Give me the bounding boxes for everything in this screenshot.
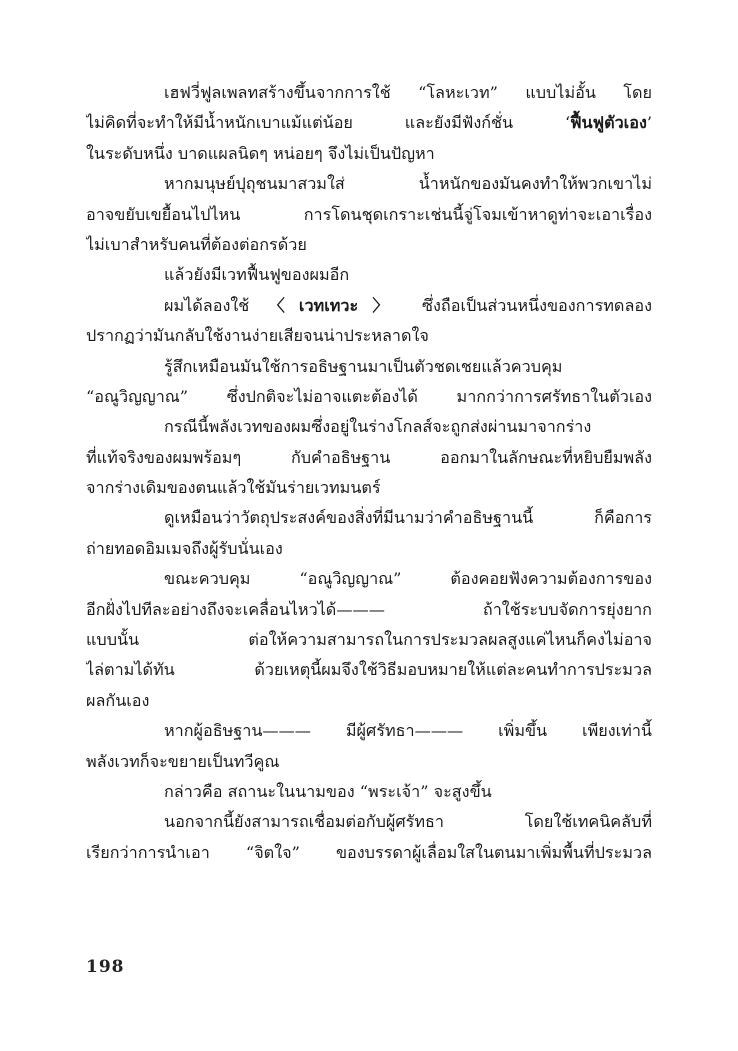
text-segment: ที่แท้จริงของผมพร้อมๆ กับคำอธิษฐาน ออกมาในลักษณะที่หยิบยืมพลัง xyxy=(86,447,652,467)
text-segment: กรณีนี้พลังเวทของผมซึ่งอยู่ในร่างโกลส์จะถูกส่งผ่านมาจากร่าง xyxy=(164,417,592,437)
book-page-body xyxy=(86,78,652,868)
text-segment: รู้สึกเหมือนมันใช้การอธิษฐานมาเป็นตัวชดเชยแล้วควบคุม xyxy=(164,356,563,376)
text-segment: หากผู้อธิษฐาน——— มีผู้ศรัทธา——— เพิ่มขึ้น เพียงเท่านี้ xyxy=(164,721,652,741)
text-line xyxy=(86,838,652,868)
text-segment: ในระดับหนึ่ง บาดแผลนิดๆ หน่อยๆ จึงไม่เป็นปัญหา xyxy=(86,143,435,163)
text-segment: ถ่ายทอดอิมเมจถึงผู้รับนั่นเอง xyxy=(86,538,283,558)
emphasized-text: 〈เวทเทวะ〉 xyxy=(268,295,403,315)
text-line xyxy=(86,321,652,351)
text-line xyxy=(86,534,652,564)
text-segment: หากมนุษย์ปุถุชนมาสวมใส่ น้ำหนักของมันคงทำให้พวกเขาไม่ xyxy=(164,174,652,194)
text-segment: จากร่างเดิมของตนแล้วใช้มันร่ายเวทมนตร์ xyxy=(86,478,381,498)
text-line xyxy=(86,78,652,108)
text-line xyxy=(86,564,652,594)
text-line xyxy=(86,807,652,837)
text-line xyxy=(86,716,652,746)
text-segment: ไล่ตามได้ทัน ด้วยเหตุนี้ผมจึงใช้วิธีมอบหมายให้แต่ละคนทำการประมวล xyxy=(86,660,652,680)
text-segment: แล้วยังมีเวทฟื้นฟูของผมอีก xyxy=(164,265,350,285)
text-segment: กล่าวคือ สถานะในนามของ “พระเจ้า” จะสูงขึ้น xyxy=(164,781,492,801)
text-segment: ดูเหมือนว่าวัตถุประสงค์ของสิ่งที่มีนามว่าคำอธิษฐานนี้ ก็คือการ xyxy=(164,508,652,528)
text-segment: ขณะควบคุม “อณูวิญญาณ” ต้องคอยฟังความต้องการของ xyxy=(164,569,652,589)
text-line xyxy=(86,747,652,777)
text-segment: ผมได้ลองใช้ xyxy=(164,295,269,315)
text-segment: ’ xyxy=(646,113,652,133)
emphasized-text: ฟื้นฟูตัวเอง xyxy=(570,113,647,133)
text-segment: ไม่คิดที่จะทำให้มีน้ำหนักเบาแม้แต่น้อย และยังมีฟังก์ชั่น ‘ xyxy=(86,113,571,133)
text-line xyxy=(86,777,652,807)
text-segment: ซึ่งถือเป็นส่วนหนึ่งของการทดลอง xyxy=(402,295,652,315)
text-segment: ผลกันเอง xyxy=(86,690,150,710)
text-segment: “อณูวิญญาณ” ซึ่งปกติจะไม่อาจแตะต้องได้ มากกว่าการศรัทธาในตัวเอง xyxy=(86,386,652,406)
text-segment: อีกฝั่งไปทีละอย่างถึงจะเคลื่อนไหวได้——— ถ้าใช้ระบบจัดการยุ่งยาก xyxy=(86,599,652,619)
text-segment: ปรากฏว่ามันกลับใช้งานง่ายเสียจนน่าประหลาดใจ xyxy=(86,326,429,346)
text-line xyxy=(86,260,652,290)
text-line xyxy=(86,412,652,442)
text-line xyxy=(86,686,652,716)
text-line xyxy=(86,200,652,230)
text-segment: ไม่เบาสำหรับคนที่ต้องต่อกรด้วย xyxy=(86,234,307,254)
text-segment: พลังเวทก็จะขยายเป็นทวีคูณ xyxy=(86,751,280,771)
text-line xyxy=(86,139,652,169)
text-segment: นอกจากนี้ยังสามารถเชื่อมต่อกับผู้ศรัทธา โดยใช้เทคนิคลับที่ xyxy=(164,812,652,832)
text-line xyxy=(86,108,652,138)
text-segment: แบบนั้น ต่อให้ความสามารถในการประมวลผลสูงแค่ไหนก็คงไม่อาจ xyxy=(86,630,652,650)
text-line xyxy=(86,230,652,260)
text-line xyxy=(86,595,652,625)
text-line xyxy=(86,443,652,473)
text-line xyxy=(86,291,652,321)
text-segment: เรียกว่าการนำเอา “จิตใจ” ของบรรดาผู้เลื่อมใสในตนมาเพิ่มพื้นที่ประมวล xyxy=(86,842,652,862)
text-segment: เฮฟวี่ฟูลเพลทสร้างขึ้นจากการใช้ “โลหะเวท” แบบไม่อั้น โดย xyxy=(164,83,652,102)
text-line xyxy=(86,352,652,382)
text-line xyxy=(86,169,652,199)
text-line xyxy=(86,655,652,685)
text-line xyxy=(86,625,652,655)
text-line xyxy=(86,473,652,503)
text-line xyxy=(86,382,652,412)
text-segment: อาจขยับเขยื้อนไปไหน การโดนชุดเกราะเช่นนี้จู่โจมเข้าหาดูท่าจะเอาเรื่อง xyxy=(86,204,652,224)
text-line xyxy=(86,503,652,533)
page-number: 198 xyxy=(86,957,125,977)
